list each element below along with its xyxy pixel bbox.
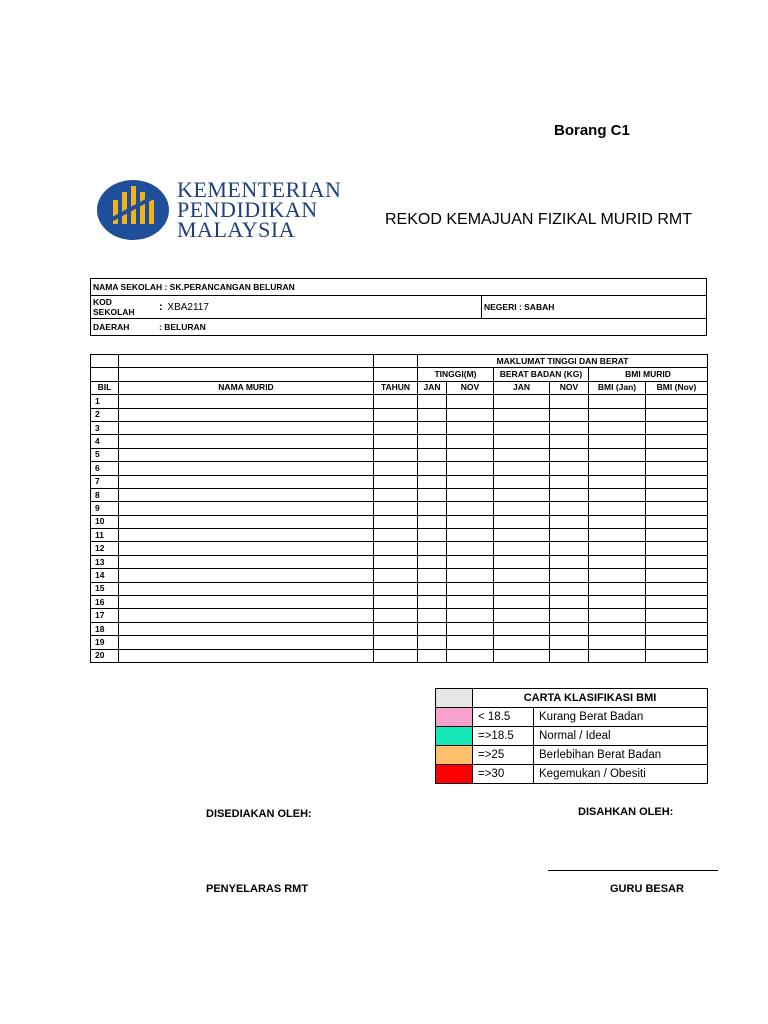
table-cell[interactable] [550,596,589,609]
table-cell[interactable] [589,475,646,488]
table-cell[interactable] [119,529,374,542]
header-blank [91,355,119,368]
table-cell[interactable] [494,596,550,609]
table-cell[interactable] [119,569,374,582]
table-cell[interactable] [646,475,708,488]
bmi-row [436,727,708,746]
table-row [91,582,708,595]
table-cell[interactable] [418,395,447,408]
table-row [91,569,708,582]
table-cell[interactable] [374,542,418,555]
header-weight-jan: JAN [494,381,550,394]
table-cell[interactable] [646,622,708,635]
prepared-by-label: DISEDIAKAN OLEH: [206,808,312,820]
table-cell[interactable] [418,609,447,622]
header-bil: BIL [91,381,119,394]
row-number: 16 [91,596,119,609]
table-cell[interactable] [447,542,494,555]
coordinator-label: PENYELARAS RMT [206,883,309,895]
header-blank [119,368,374,381]
table-cell[interactable] [589,622,646,635]
table-cell[interactable] [646,421,708,434]
table-cell[interactable] [646,395,708,408]
table-cell[interactable] [589,582,646,595]
bmi-row [436,765,708,784]
table-cell[interactable] [494,421,550,434]
table-cell[interactable] [494,649,550,662]
table-cell[interactable] [119,502,374,515]
table-cell[interactable] [494,395,550,408]
table-row [91,502,708,515]
table-cell[interactable] [447,569,494,582]
table-cell[interactable] [418,448,447,461]
table-cell[interactable] [646,448,708,461]
bmi-color-swatch [436,765,473,784]
header-weight: BERAT BADAN (KG) [494,368,589,381]
table-cell[interactable] [646,408,708,421]
table-cell[interactable] [418,435,447,448]
table-row [91,555,708,568]
table-row [91,649,708,662]
table-cell[interactable] [119,475,374,488]
table-row [91,596,708,609]
table-cell[interactable] [589,435,646,448]
table-cell[interactable] [447,529,494,542]
table-cell[interactable] [589,596,646,609]
table-row [91,475,708,488]
table-cell[interactable] [550,448,589,461]
row-number: 5 [91,448,119,461]
table-row [91,609,708,622]
logo-line-2: PENDIDIKAN [177,197,318,222]
school-info-table [90,278,707,336]
table-cell[interactable] [589,502,646,515]
school-code-label: KOD SEKOLAH [91,296,158,319]
table-cell[interactable] [447,395,494,408]
table-cell[interactable] [119,582,374,595]
table-cell[interactable] [550,408,589,421]
table-cell[interactable] [374,609,418,622]
table-cell[interactable] [589,636,646,649]
table-cell[interactable] [418,421,447,434]
table-cell[interactable] [374,649,418,662]
table-cell[interactable] [119,488,374,501]
table-cell[interactable] [119,395,374,408]
table-cell[interactable] [494,529,550,542]
bmi-row [436,708,708,727]
table-cell[interactable] [550,649,589,662]
table-cell[interactable] [589,488,646,501]
table-cell[interactable] [646,502,708,515]
table-cell[interactable] [646,515,708,528]
bmi-row [436,746,708,765]
table-cell[interactable] [418,529,447,542]
table-cell[interactable] [447,448,494,461]
row-number: 11 [91,529,119,542]
table-cell[interactable] [550,609,589,622]
table-row [91,448,708,461]
table-cell[interactable] [119,636,374,649]
table-cell[interactable] [374,502,418,515]
table-cell[interactable] [589,395,646,408]
table-cell[interactable] [374,395,418,408]
table-row [91,395,708,408]
row-number: 1 [91,395,119,408]
table-cell[interactable] [589,421,646,434]
bmi-rows [436,708,708,784]
table-cell[interactable] [119,448,374,461]
district-label: DAERAH [91,319,158,336]
table-cell[interactable] [374,569,418,582]
header-year: TAHUN [374,381,418,394]
table-cell[interactable] [447,488,494,501]
table-cell[interactable] [550,542,589,555]
table-cell[interactable] [119,408,374,421]
table-cell[interactable] [119,515,374,528]
table-cell[interactable] [494,515,550,528]
table-row [91,421,708,434]
row-number: 15 [91,582,119,595]
header-blank [119,355,374,368]
table-cell[interactable] [550,435,589,448]
table-cell[interactable] [550,395,589,408]
table-cell[interactable] [494,542,550,555]
table-cell[interactable] [589,555,646,568]
table-cell[interactable] [646,596,708,609]
row-number: 8 [91,488,119,501]
table-cell[interactable] [119,649,374,662]
bmi-color-swatch [436,746,473,765]
table-cell[interactable] [418,649,447,662]
table-cell[interactable] [494,555,550,568]
table-cell[interactable] [447,609,494,622]
table-cell[interactable] [119,622,374,635]
table-row [91,622,708,635]
header-weight-nov: NOV [550,381,589,394]
student-record-table [90,354,708,663]
colon: : [159,301,163,313]
table-cell[interactable] [418,515,447,528]
logo-line-3: MALAYSIA [177,217,296,242]
table-cell[interactable] [418,408,447,421]
table-cell[interactable] [374,515,418,528]
table-cell[interactable] [494,475,550,488]
table-cell[interactable] [374,555,418,568]
table-cell[interactable] [494,502,550,515]
table-cell[interactable] [418,475,447,488]
table-cell[interactable] [447,596,494,609]
table-cell[interactable] [550,488,589,501]
table-row [91,636,708,649]
table-cell[interactable] [119,542,374,555]
table-cell[interactable] [550,515,589,528]
table-cell[interactable] [646,435,708,448]
table-cell[interactable] [418,555,447,568]
headmaster-label: GURU BESAR [610,883,684,895]
row-number: 12 [91,542,119,555]
table-cell[interactable] [589,529,646,542]
verified-by-label: DISAHKAN OLEH: [578,806,674,818]
table-cell[interactable] [550,421,589,434]
table-cell[interactable] [589,448,646,461]
bmi-category: Normal / Ideal [534,727,708,746]
table-cell[interactable] [494,462,550,475]
row-number: 20 [91,649,119,662]
bmi-category: Kegemukan / Obesiti [534,765,708,784]
form-code: Borang C1 [554,122,630,139]
table-cell[interactable] [447,435,494,448]
row-number: 6 [91,462,119,475]
table-row [91,515,708,528]
school-code-value-cell [157,296,482,319]
bmi-category: Berlebihan Berat Badan [534,746,708,765]
table-cell[interactable] [119,596,374,609]
table-cell[interactable] [447,515,494,528]
row-number: 17 [91,609,119,622]
table-cell[interactable] [119,555,374,568]
student-rows [91,395,708,663]
table-cell[interactable] [418,462,447,475]
header-blank [91,368,119,381]
district-value-cell: : BELURAN [157,319,707,336]
table-cell[interactable] [374,435,418,448]
table-cell[interactable] [119,421,374,434]
row-number: 13 [91,555,119,568]
bmi-header-blank [436,689,473,708]
table-cell[interactable] [418,569,447,582]
table-cell[interactable] [646,555,708,568]
table-cell[interactable] [494,622,550,635]
table-cell[interactable] [447,462,494,475]
table-cell[interactable] [589,569,646,582]
table-cell[interactable] [646,488,708,501]
logo-line-1: KEMENTERIAN [177,177,342,202]
row-number: 9 [91,502,119,515]
header-height: TINGGI(M) [418,368,494,381]
table-cell[interactable] [589,408,646,421]
table-cell[interactable] [646,529,708,542]
header-blank [374,368,418,381]
table-cell[interactable] [374,529,418,542]
table-cell[interactable] [447,408,494,421]
header-height-nov: NOV [447,381,494,394]
table-cell[interactable] [418,582,447,595]
bmi-color-swatch [436,727,473,746]
table-cell[interactable] [646,542,708,555]
table-row [91,488,708,501]
table-cell[interactable] [494,408,550,421]
table-cell[interactable] [494,609,550,622]
ministry-name [177,177,342,242]
header-height-jan: JAN [418,381,447,394]
school-name: NAMA SEKOLAH : SK.PERANCANGAN BELURAN [91,279,707,296]
header-bmi-nov: BMI (Nov) [646,381,708,394]
table-cell[interactable] [646,569,708,582]
row-number: 4 [91,435,119,448]
table-cell[interactable] [589,649,646,662]
table-cell[interactable] [418,636,447,649]
bmi-range: < 18.5 [473,708,534,727]
table-row [91,529,708,542]
bmi-category: Kurang Berat Badan [534,708,708,727]
table-row [91,408,708,421]
table-cell[interactable] [550,475,589,488]
table-cell[interactable] [589,542,646,555]
table-cell[interactable] [374,596,418,609]
header-bmi-jan: BMI (Jan) [589,381,646,394]
table-cell[interactable] [374,582,418,595]
table-cell[interactable] [418,622,447,635]
table-cell[interactable] [646,609,708,622]
table-cell[interactable] [550,555,589,568]
district-value: BELURAN [164,322,206,332]
row-number: 19 [91,636,119,649]
table-row [91,542,708,555]
table-cell[interactable] [374,421,418,434]
table-cell[interactable] [550,462,589,475]
ministry-logo [97,178,347,242]
header-student-name: NAMA MURID [119,381,374,394]
table-cell[interactable] [119,462,374,475]
table-cell[interactable] [550,622,589,635]
school-code-value: XBA2117 [167,302,209,313]
row-number: 10 [91,515,119,528]
table-cell[interactable] [494,488,550,501]
kpm-logo-icon [97,178,173,242]
row-number: 2 [91,408,119,421]
table-cell[interactable] [646,636,708,649]
table-cell[interactable] [550,569,589,582]
table-cell[interactable] [447,475,494,488]
table-cell[interactable] [447,502,494,515]
table-cell[interactable] [374,448,418,461]
table-cell[interactable] [646,582,708,595]
row-number: 18 [91,622,119,635]
table-cell[interactable] [119,435,374,448]
header-bmi: BMI MURID [589,368,708,381]
signature-line [548,870,718,871]
table-row [91,435,708,448]
table-cell[interactable] [447,421,494,434]
table-cell[interactable] [418,596,447,609]
table-cell[interactable] [589,515,646,528]
table-row [91,462,708,475]
table-cell[interactable] [374,475,418,488]
table-cell[interactable] [418,542,447,555]
table-cell[interactable] [374,408,418,421]
table-cell[interactable] [447,582,494,595]
table-cell[interactable] [418,488,447,501]
table-cell[interactable] [646,462,708,475]
table-cell[interactable] [494,448,550,461]
bmi-range: =>25 [473,746,534,765]
bmi-range: =>18.5 [473,727,534,746]
table-cell[interactable] [374,636,418,649]
state: NEGERI : SABAH [482,296,707,319]
table-cell[interactable] [494,582,550,595]
table-cell[interactable] [447,649,494,662]
table-cell[interactable] [119,609,374,622]
row-number: 3 [91,421,119,434]
table-cell[interactable] [374,622,418,635]
table-cell[interactable] [447,555,494,568]
row-number: 14 [91,569,119,582]
table-cell[interactable] [494,569,550,582]
table-cell[interactable] [374,488,418,501]
header-blank [374,355,418,368]
table-cell[interactable] [374,462,418,475]
table-cell[interactable] [418,502,447,515]
group-header: MAKLUMAT TINGGI DAN BERAT [418,355,708,368]
row-number: 7 [91,475,119,488]
table-cell[interactable] [646,649,708,662]
table-cell[interactable] [550,636,589,649]
bmi-chart-title: CARTA KLASIFIKASI BMI [473,689,708,708]
page-title: REKOD KEMAJUAN FIZIKAL MURID RMT [385,211,692,228]
bmi-color-swatch [436,708,473,727]
bmi-range: =>30 [473,765,534,784]
table-cell[interactable] [550,502,589,515]
table-cell[interactable] [447,622,494,635]
table-cell[interactable] [550,529,589,542]
table-cell[interactable] [494,435,550,448]
table-cell[interactable] [589,609,646,622]
bmi-classification-chart [435,688,708,784]
table-cell[interactable] [494,636,550,649]
table-cell[interactable] [447,636,494,649]
table-cell[interactable] [550,582,589,595]
table-cell[interactable] [589,462,646,475]
